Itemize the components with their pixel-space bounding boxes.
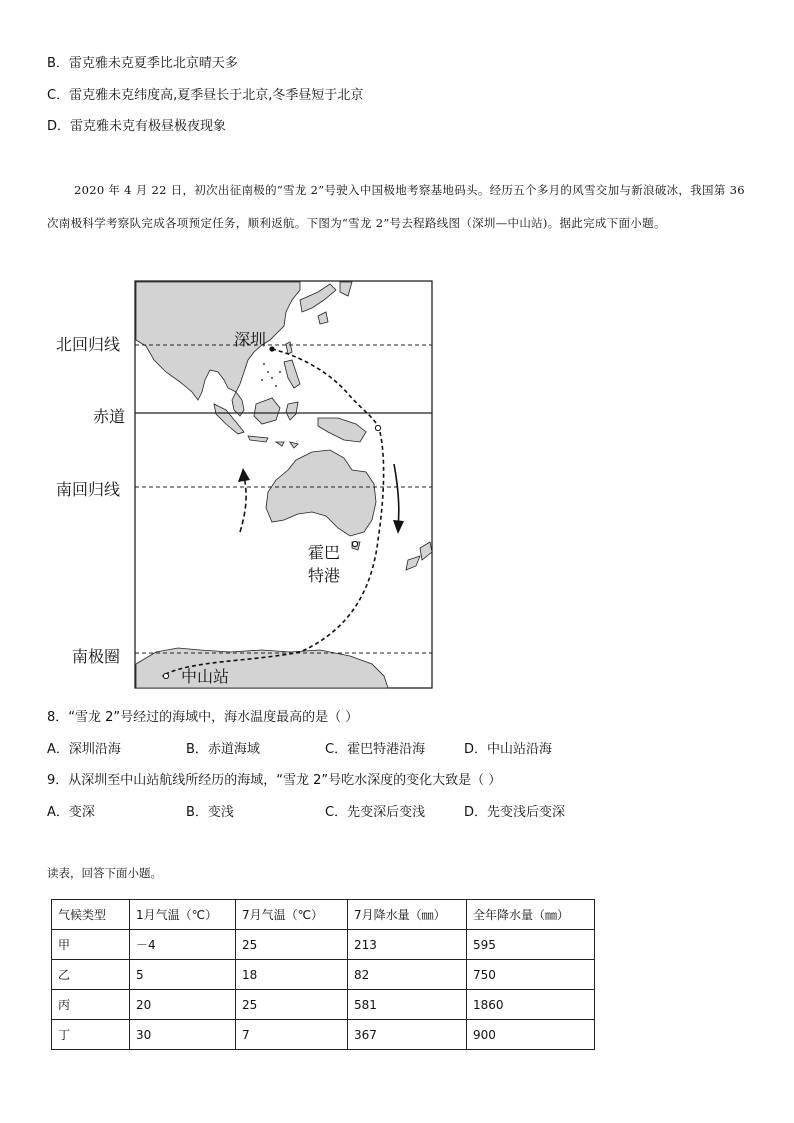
label-hobart-1: 霍巴 <box>308 543 341 562</box>
zhongshan-point <box>163 673 168 678</box>
header-cell: 全年降水量（㎜） <box>467 900 595 930</box>
table-cell: 乙 <box>52 960 130 990</box>
option-letter: B． <box>47 56 69 71</box>
table-cell: 82 <box>348 960 467 990</box>
q8-choice-d: D．中山站沿海 <box>464 742 553 757</box>
table-cell: 5 <box>130 960 236 990</box>
q8-choice-b: B．赤道海域 <box>186 742 260 757</box>
table-cell: 750 <box>467 960 595 990</box>
label-zhongshan: 中山站 <box>181 667 230 686</box>
table-row <box>52 990 595 1020</box>
table-row <box>52 1020 595 1050</box>
header-cell: 7月降水量（㎜） <box>348 900 467 930</box>
q8-choice-c: C．霍巴特港沿海 <box>325 742 426 757</box>
table-cell: 30 <box>130 1020 236 1050</box>
table-row <box>52 960 595 990</box>
table-cell: 367 <box>348 1020 467 1050</box>
table-cell: 18 <box>236 960 348 990</box>
table-cell: 7 <box>236 1020 348 1050</box>
passage-text: 2020 年 4 月 22 日，初次出征南极的“雪龙 2”号驶入中国极地考察基地码头。经历五个多月的风雪交加与新浪破冰，我国第 36 次南极科学考察队完成各项预定任务，顺利返航。下图为“雪龙 2”号去程路线图（深圳—中山站)。据此完成下面小题。 <box>47 183 745 230</box>
q9-choice-d: D．先变浅后变深 <box>464 805 566 820</box>
waypoint-marker <box>375 425 380 430</box>
q8-choice-a: A．深圳沿海 <box>47 742 121 757</box>
option-letter: D． <box>47 119 71 134</box>
table-cell: 丙 <box>52 990 130 1020</box>
hobart-point <box>352 541 357 546</box>
table-cell: 25 <box>236 990 348 1020</box>
table-cell: 213 <box>348 930 467 960</box>
header-cell: 气候类型 <box>52 900 130 930</box>
label-tropic-of-capricorn: 南回归线 <box>56 480 121 499</box>
header-cell: 1月气温（℃） <box>130 900 236 930</box>
table-cell: 595 <box>467 930 595 960</box>
label-equator: 赤道 <box>93 407 126 426</box>
label-hobart-2: 特港 <box>308 566 341 585</box>
question-8-stem: 8．“雪龙 2”号经过的海域中，海水温度最高的是（ ） <box>47 710 359 725</box>
question-9-stem: 9．从深圳至中山站航线所经历的海域，“雪龙 2”号吃水深度的变化大致是（ ） <box>47 773 502 788</box>
table-cell: 900 <box>467 1020 595 1050</box>
table-cell: 20 <box>130 990 236 1020</box>
option-letter: C． <box>47 88 70 103</box>
table-cell: 25 <box>236 930 348 960</box>
label-tropic-of-cancer: 北回归线 <box>56 335 121 354</box>
option-text: 雷克雅未克有极昼极夜现象 <box>70 119 227 134</box>
shenzhen-point <box>269 346 274 351</box>
label-antarctic-circle: 南极圈 <box>72 647 121 666</box>
header-cell: 7月气温（℃） <box>236 900 348 930</box>
q9-choice-c: C．先变深后变浅 <box>325 805 426 820</box>
table-cell: 581 <box>348 990 467 1020</box>
table-cell: 甲 <box>52 930 130 960</box>
table-cell: －4 <box>130 930 236 960</box>
table-header-row <box>52 900 595 930</box>
table-row <box>52 930 595 960</box>
table-cell: 1860 <box>467 990 595 1020</box>
table-intro: 读表，回答下面小题。 <box>47 866 162 880</box>
table-cell: 丁 <box>52 1020 130 1050</box>
climate-table <box>51 899 595 1050</box>
q9-choice-b: B．变浅 <box>186 805 234 820</box>
option-text: 雷克雅未克夏季比北京晴天多 <box>68 56 238 71</box>
label-shenzhen: 深圳 <box>234 330 267 349</box>
option-text: 雷克雅未克纬度高,夏季昼长于北京,冬季昼短于北京 <box>69 88 364 103</box>
q9-choice-a: A．变深 <box>47 805 95 820</box>
